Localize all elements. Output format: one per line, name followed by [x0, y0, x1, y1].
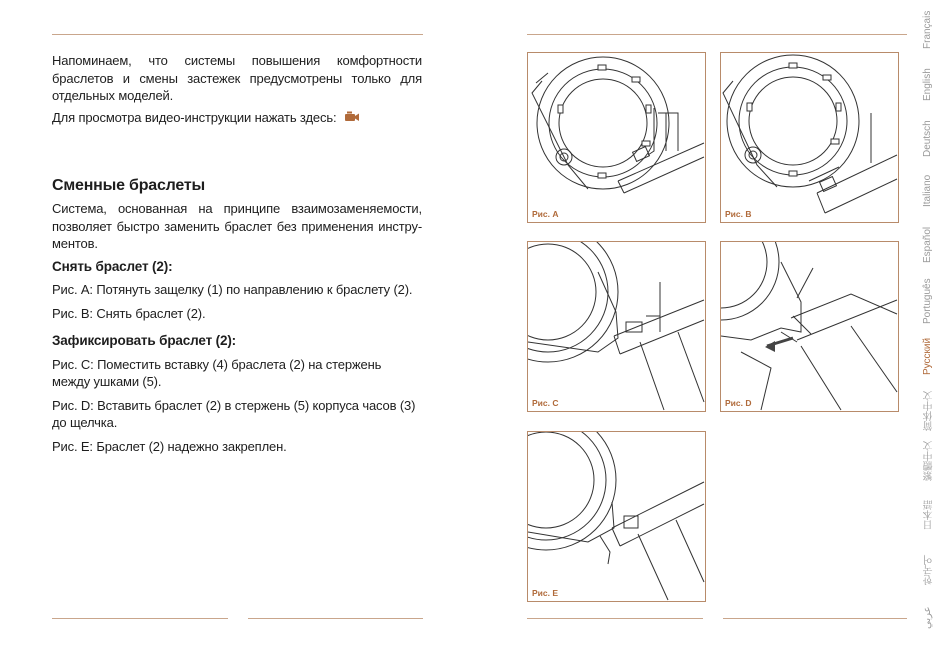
figure-d-illustration: [721, 242, 898, 411]
figure-a-caption: Рис. A: [532, 209, 559, 219]
attach-step-d: Рис. D: Вставить браслет (2) в стержень (5) корпуса часов (3) до щелчка.: [52, 397, 416, 431]
lang-italian[interactable]: Italiano: [922, 174, 933, 208]
lang-german[interactable]: Deutsch: [922, 120, 933, 158]
remove-step-b: Рис. B: Снять браслет (2).: [52, 305, 206, 321]
figure-e-caption: Рис. E: [532, 588, 559, 598]
lang-simplified-chinese[interactable]: 简体中文: [924, 391, 935, 431]
lang-french[interactable]: Français: [922, 10, 933, 50]
figure-a: [527, 52, 706, 223]
figure-e: [527, 431, 706, 602]
bottom-rule-4: [723, 618, 907, 619]
intro-paragraph: Напоминаем, что системы повышения комфортности браслетов и смены застежек предусмотрены только для отдельных моделей.: [52, 53, 422, 103]
figure-c: [527, 241, 706, 412]
attach-step-c: Рис. C: Поместить вставку (4) браслета (2) на стержень между ушками (5).: [52, 356, 382, 390]
figure-c-caption: Рис. C: [532, 398, 559, 408]
remove-step-a: Рис. A: Потянуть защелку (1) по направлению к браслету (2).: [52, 282, 413, 298]
section-description: Система, основанная на принципе взаимозаменяемости, позволяет быстро заменить браслет без применения инстру-ментов.: [52, 201, 422, 252]
figure-e-illustration: [528, 432, 705, 601]
lang-portuguese[interactable]: Português: [922, 278, 933, 324]
attach-step-e: Рис. E: Браслет (2) надежно закреплен.: [52, 438, 287, 454]
video-link-line[interactable]: [52, 109, 422, 127]
bottom-rule-1: [52, 618, 228, 619]
top-rule-right: [527, 34, 907, 35]
figure-c-illustration: [528, 242, 705, 411]
video-link-text[interactable]: Для просмотра видео-инструкции нажать здесь:: [52, 109, 337, 125]
lang-spanish[interactable]: Español: [922, 226, 933, 264]
figure-d: [720, 241, 899, 412]
top-rule-left: [52, 34, 423, 35]
bottom-rule-2: [248, 618, 423, 619]
figure-a-illustration: [528, 53, 705, 222]
figure-b-caption: Рис. B: [725, 209, 752, 219]
instructions-column: [52, 52, 422, 455]
lang-korean[interactable]: 한국어: [924, 555, 935, 585]
attach-title: Зафиксировать браслет (2):: [52, 333, 237, 349]
remove-title: Снять браслет (2):: [52, 258, 173, 274]
lang-english[interactable]: English: [922, 68, 933, 102]
lang-russian[interactable]: Русский: [922, 337, 933, 375]
figure-b: [720, 52, 899, 223]
language-sidebar: [922, 6, 946, 646]
lang-arabic[interactable]: عربي: [922, 606, 933, 630]
figure-b-illustration: [721, 53, 898, 222]
section-heading: Сменные браслеты: [52, 176, 206, 194]
lang-traditional-chinese[interactable]: 繁體中文: [924, 441, 935, 481]
bottom-rule-3: [527, 618, 703, 619]
figure-d-caption: Рис. D: [725, 398, 752, 408]
video-camera-icon[interactable]: [344, 109, 360, 127]
lang-japanese[interactable]: 日本語: [924, 500, 935, 530]
